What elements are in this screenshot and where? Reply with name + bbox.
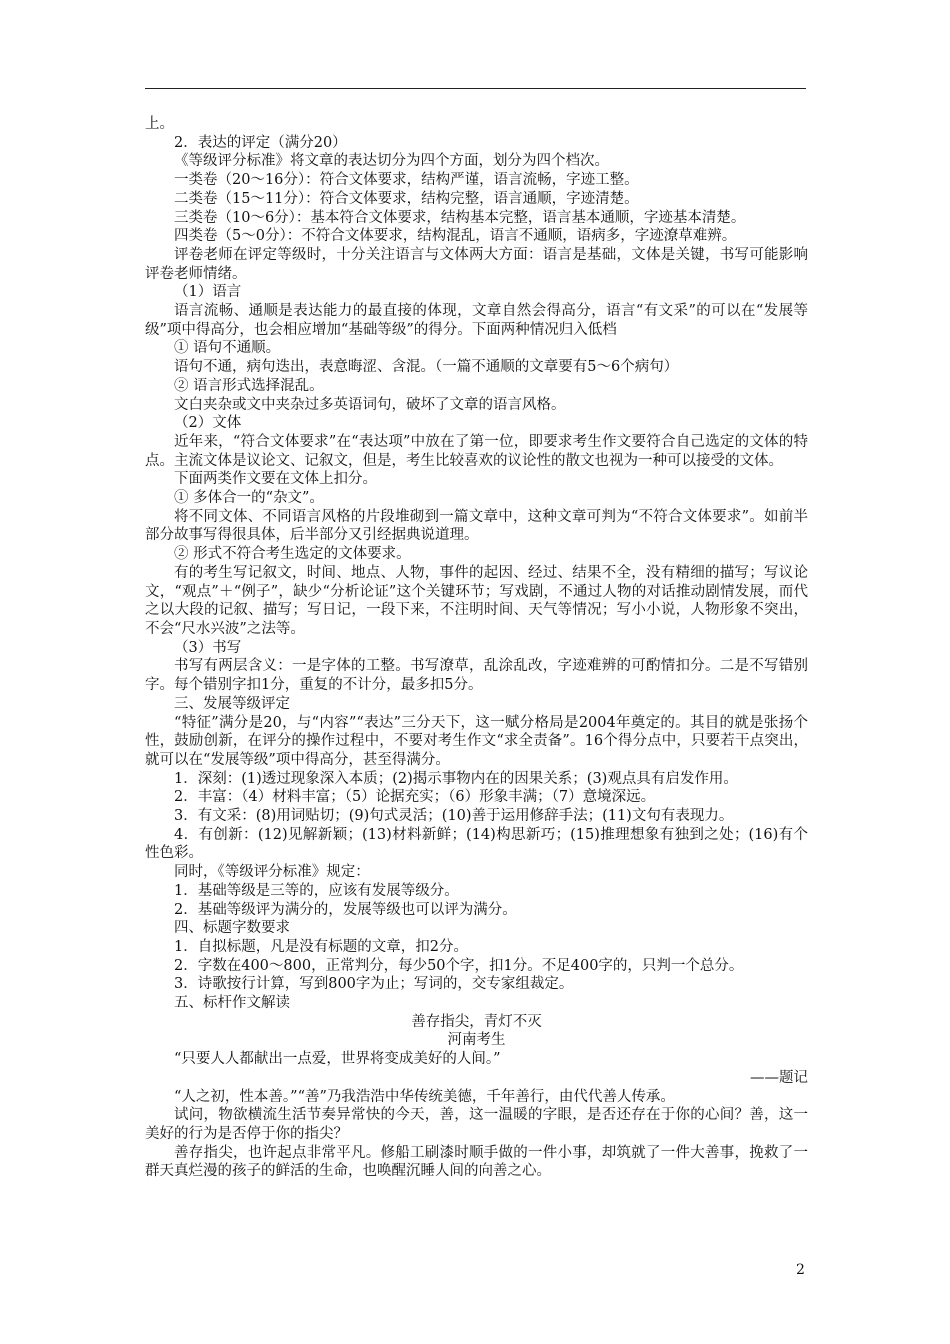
paragraph: “只要人人都献出一点爱，世界将变成美好的人间。” [174,1051,501,1068]
paragraph: 3．诗歌按行计算，写到800字为止；写词的，交专家组裁定。 [174,976,574,993]
paragraph: ② 语言形式选择混乱。 [174,377,324,394]
paragraph: 2．基础等级评为满分的，发展等级也可以评为满分。 [174,901,517,918]
paragraph: （1）语言 [174,284,242,301]
paragraph: “人之初，性本善。”“善”乃我浩浩中华传统美德，千年善行，由代代善人传承。 [174,1088,675,1105]
paragraph: “特征”满分是20，与“内容”“表达”三分天下，这一赋分格局是2004年奠定的。其目的就是张扬个性，鼓励创新，在评分的操作过程中，不要对考生作文“求全责备”。16个得分点中，只要若干点突出，就可以在“发展等级”项中得高分，甚至得满分。 [145,714,808,768]
paragraph: （2）文体 [174,415,242,432]
paragraph: 2．丰富：（4）材料丰富；（5）论据充实；（6）形象丰满；（7）意境深远。 [174,789,656,806]
page-number: 2 [796,1262,805,1278]
paragraph: （3）书写 [174,639,242,656]
paragraph: 一类卷（20～16分）：符合文体要求，结构严谨，语言流畅，字迹工整。 [174,172,639,189]
paragraph: 四、标题字数要求 [174,920,290,937]
paragraph: 书写有两层含义：一是字体的工整。书写潦草，乱涂乱改，字迹难辨的可酌情扣分。二是不写错别字。每个错别字扣1分，重复的不计分，最多扣5分。 [145,658,808,694]
paragraph: ① 语句不通顺。 [174,340,281,357]
paragraph: 上。 [145,116,174,132]
paragraph: 语言流畅、通顺是表达能力的最直接的体现，文章自然会得高分，语言“有文采”的可以在“发展等级”项中得高分，也会相应增加“基础等级”的得分。下面两种情况归入低档 [145,303,808,338]
paragraph: ② 形式不符合考生选定的文体要求。 [174,546,411,563]
paragraph: 同时，《等级评分标准》规定： [174,864,370,881]
paragraph: 3．有文采：(8)用词贴切；(9)句式灵活；(10)善于运用修辞手法；(11)文句有表现力。 [174,808,734,825]
paragraph: 四类卷（5～0分）：不符合文体要求，结构混乱，语言不通顺，语病多，字迹潦草难辨。 [174,228,737,245]
paragraph: ① 多体合一的“杂文”。 [174,490,324,507]
paragraph: 将不同文体、不同语言风格的片段堆砌到一篇文章中，这种文章可判为“不符合文体要求”。如前半部分故事写得很具体，后半部分又引经据典说道理。 [145,508,808,544]
paragraph: 评卷老师在评定等级时，十分关注语言与文体两大方面：语言是基础，文体是关键，书写可能影响评卷老师情绪。 [145,246,808,282]
paragraph: 五、标杆作文解读 [174,995,290,1012]
paragraph: 文白夹杂或文中夹杂过多英语词句，破坏了文章的语言风格。 [174,396,566,413]
document-body [145,115,808,1181]
paragraph: 4．有创新：(12)见解新颖；(13)材料新鲜；(14)构思新巧；(15)推理想象有独到之处；(16)有个性色彩。 [145,826,808,862]
paragraph: 二类卷（15～11分）：符合文体要求，结构完整，语言通顺，字迹清楚。 [174,190,639,207]
paragraph: 2．表达的评定（满分20） [174,134,347,151]
paragraph: ——题记 [750,1069,808,1086]
paragraph: 2．字数在400～800，正常判分，每少50个字，扣1分。不足400字的，只判一个总分。 [174,957,744,974]
paragraph: 三类卷（10～6分）：基本符合文体要求，结构基本完整，语言基本通顺，字迹基本清楚。 [174,209,746,226]
header-rule [145,88,806,89]
paragraph: 语句不通，病句迭出，表意晦涩、含混。（一篇不通顺的文章要有5～6个病句） [174,359,679,376]
paragraph: 1．深刻：(1)透过现象深入本质；(2)揭示事物内在的因果关系；(3)观点具有启发作用。 [174,770,738,787]
paragraph: 三、发展等级评定 [174,695,290,712]
paragraph: 下面两类作文要在文体上扣分。 [174,471,377,488]
paragraph: 河南考生 [447,1032,506,1049]
paragraph: 近年来，“符合文体要求”在“表达项”中放在了第一位，即要求考生作文要符合自己选定的文体的特点。主流文体是议论文、记叙文，但是，考生比较喜欢的议论性的散文也视为一种可以接受的文体。 [145,433,808,469]
paragraph: 1．自拟标题，凡是没有标题的文章，扣2分。 [174,938,468,955]
paragraph: 善存指尖，也许起点非常平凡。修船工刷漆时顺手做的一件小事，却筑就了一件大善事，挽救了一群天真烂漫的孩子的鲜活的生命，也唤醒沉睡人间的向善之心。 [145,1144,808,1180]
paragraph: 试问，物欲横流生活节奏异常快的今天，善，这一温暖的字眼，是否还存在于你的心间？善，这一美好的行为是否停于你的指尖？ [145,1107,808,1142]
paragraph: 1．基础等级是三等的，应该有发展等级分。 [174,882,459,899]
paragraph: 善存指尖，青灯不灭 [411,1013,542,1030]
paragraph: 《等级评分标准》将文章的表达切分为四个方面，划分为四个档次。 [174,153,609,170]
paragraph: 有的考生写记叙文，时间、地点、人物，事件的起因、经过、结果不全，没有精细的描写；写议论文，“观点”＋“例子”，缺少“分析论证”这个关键环节；写戏剧，不通过人物的对话推动剧情发展，而代之以大段的记叙、描写；写日记，一段下来，不注明时间、天气等情况；写小小说，人物形象不突出，不会“尺水兴波”之法等。 [145,564,808,637]
